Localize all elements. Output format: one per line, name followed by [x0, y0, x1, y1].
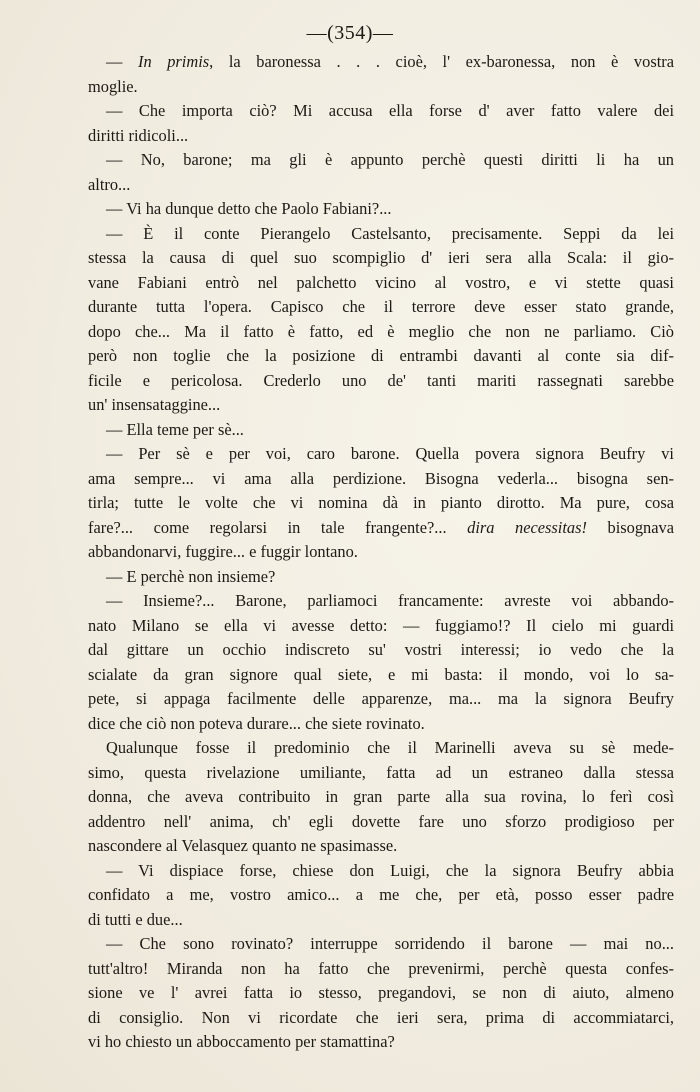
text-line: [88, 222, 674, 247]
text-line: [88, 614, 674, 639]
text-line: [88, 957, 674, 982]
text-segment: tirla; tutte le volte che vi nomina dà in pianto dirotto. Ma pure, cosa: [88, 493, 674, 512]
text-line: [88, 418, 674, 443]
text-segment: — Per sè e per voi, caro barone. Quella povera signora Beufry vi: [106, 444, 674, 463]
text-segment: vi ho chiesto un abboccamento per stamattina?: [88, 1032, 395, 1051]
text-segment: —: [106, 52, 138, 71]
text-segment: pete, si appaga facilmente delle apparenze, ma... ma la signora Beufry: [88, 689, 674, 708]
text-line: [88, 663, 674, 688]
text-segment: di consiglio. Non vi ricordate che ieri sera, prima di accommiatarci,: [88, 1007, 674, 1027]
text-segment: diritti ridicoli...: [88, 125, 189, 145]
text-line: [88, 246, 674, 271]
text-line: [88, 393, 674, 418]
text-segment: — Che importa ciò? Mi accusa ella forse d' aver fatto valere dei: [106, 101, 674, 120]
page-text: [88, 50, 674, 1055]
text-line: [88, 50, 674, 75]
text-segment: ama sempre... vi ama alla perdizione. Bisogna vederla... bisogna sen-: [88, 468, 674, 488]
text-line: [88, 712, 674, 737]
text-segment: dal gittare un occhio indiscreto su' vostri interessi; io vedo che la: [88, 640, 674, 659]
italic-text: dira necessitas!: [467, 517, 587, 537]
text-line: [88, 810, 674, 835]
text-segment: vane Fabiani entrò nel palchetto vicino al vostro, e vi stette quasi: [88, 272, 674, 292]
text-line: [88, 908, 674, 933]
text-segment: nato Milano se ella vi avesse detto: — fuggiamo!? Il cielo mi guardi: [88, 615, 674, 635]
page-number: —(354)—: [306, 22, 394, 44]
text-line: [88, 736, 674, 761]
text-line: [88, 491, 674, 516]
text-segment: abbandonarvi, fuggire... e fuggir lontano.: [88, 542, 358, 561]
text-segment: bisognava: [586, 517, 674, 537]
text-segment: dopo che... Ma il fatto è fatto, ed è meglio che non ne parliamo. Ciò: [88, 321, 674, 341]
text-line: [88, 565, 674, 590]
text-segment: altro...: [88, 174, 131, 194]
text-segment: di tutti e due...: [88, 909, 183, 929]
text-line: [88, 369, 674, 394]
text-segment: — Ella teme per sè...: [106, 419, 244, 439]
text-line: [88, 981, 674, 1006]
text-line: [88, 834, 674, 859]
text-line: [88, 124, 674, 149]
text-line: [88, 1006, 674, 1031]
text-segment: — È il conte Pierangelo Castelsanto, precisamente. Seppi da lei: [106, 223, 674, 243]
text-line: [88, 75, 674, 100]
text-segment: fare?... come regolarsi in tale frangente?...: [88, 517, 468, 537]
text-segment: simo, questa rivelazione umiliante, fatta ad un estraneo dalla stessa: [88, 762, 674, 782]
text-segment: confidato a me, vostro amico... a me che, per età, posso esser padre: [88, 885, 674, 904]
text-segment: nascondere al Velasquez quanto ne spasimasse.: [88, 836, 398, 855]
text-segment: , la baronessa . . . cioè, l' ex-baronessa, non è vostra: [209, 52, 674, 71]
text-line: [88, 99, 674, 124]
text-line: [88, 197, 674, 222]
text-line: [88, 785, 674, 810]
text-segment: Qualunque fosse il predominio che il Marinelli aveva su sè mede-: [106, 738, 674, 757]
text-line: [88, 516, 674, 541]
text-segment: sione ve l' avrei fatta io stesso, pregandovi, se non di aiuto, almeno: [88, 983, 674, 1002]
text-segment: però non toglie che la posizione di entrambi davanti al conte sia dif-: [88, 346, 674, 365]
text-segment: donna, che aveva contribuito in gran parte alla sua rovina, lo ferì così: [88, 787, 674, 806]
text-segment: tutt'altro! Miranda non ha fatto che prevenirmi, perchè questa confes-: [88, 958, 674, 978]
text-line: [88, 295, 674, 320]
text-segment: — Che sono rovinato? interruppe sorridendo il barone — mai no...: [106, 934, 674, 953]
text-segment: dice che ciò non poteva durare... che siete rovinato.: [88, 713, 425, 733]
text-segment: — Vi dispiace forse, chiese don Luigi, che la signora Beufry abbia: [106, 860, 674, 880]
text-segment: — Insieme?... Barone, parliamoci francamente: avreste voi abbando-: [106, 591, 674, 610]
text-line: [88, 761, 674, 786]
text-line: [88, 687, 674, 712]
text-segment: durante tutta l'opera. Capisco che il terrore deve esser stato grande,: [88, 297, 674, 316]
text-line: [88, 540, 674, 565]
text-line: [88, 1030, 674, 1055]
text-segment: stessa la causa di quel suo scompiglio d' ieri sera alla Scala: il gio-: [88, 248, 674, 267]
text-segment: — No, barone; ma gli è appunto perchè questi diritti li ha un: [106, 150, 674, 169]
text-line: [88, 467, 674, 492]
text-line: [88, 271, 674, 296]
text-segment: un' insensataggine...: [88, 395, 221, 414]
text-line: [88, 173, 674, 198]
text-segment: — Vi ha dunque detto che Paolo Fabiani?...: [106, 199, 392, 218]
text-line: [88, 320, 674, 345]
text-line: [88, 442, 674, 467]
text-line: [88, 344, 674, 369]
text-segment: scialate da gran signore qual siete, e mi basta: il mondo, voi lo sa-: [88, 664, 674, 684]
text-segment: ficile e pericolosa. Crederlo uno de' tanti mariti rassegnati sarebbe: [88, 370, 674, 390]
text-segment: addentro nell' anima, ch' egli dovette fare uno sforzo prodigioso per: [88, 811, 674, 831]
text-segment: — E perchè non insieme?: [106, 566, 276, 586]
text-line: [88, 883, 674, 908]
text-line: [88, 148, 674, 173]
italic-text: In primis: [137, 52, 210, 71]
text-line: [88, 859, 674, 884]
text-line: [88, 932, 674, 957]
text-segment: moglie.: [88, 76, 138, 96]
text-line: [88, 589, 674, 614]
text-line: [88, 638, 674, 663]
